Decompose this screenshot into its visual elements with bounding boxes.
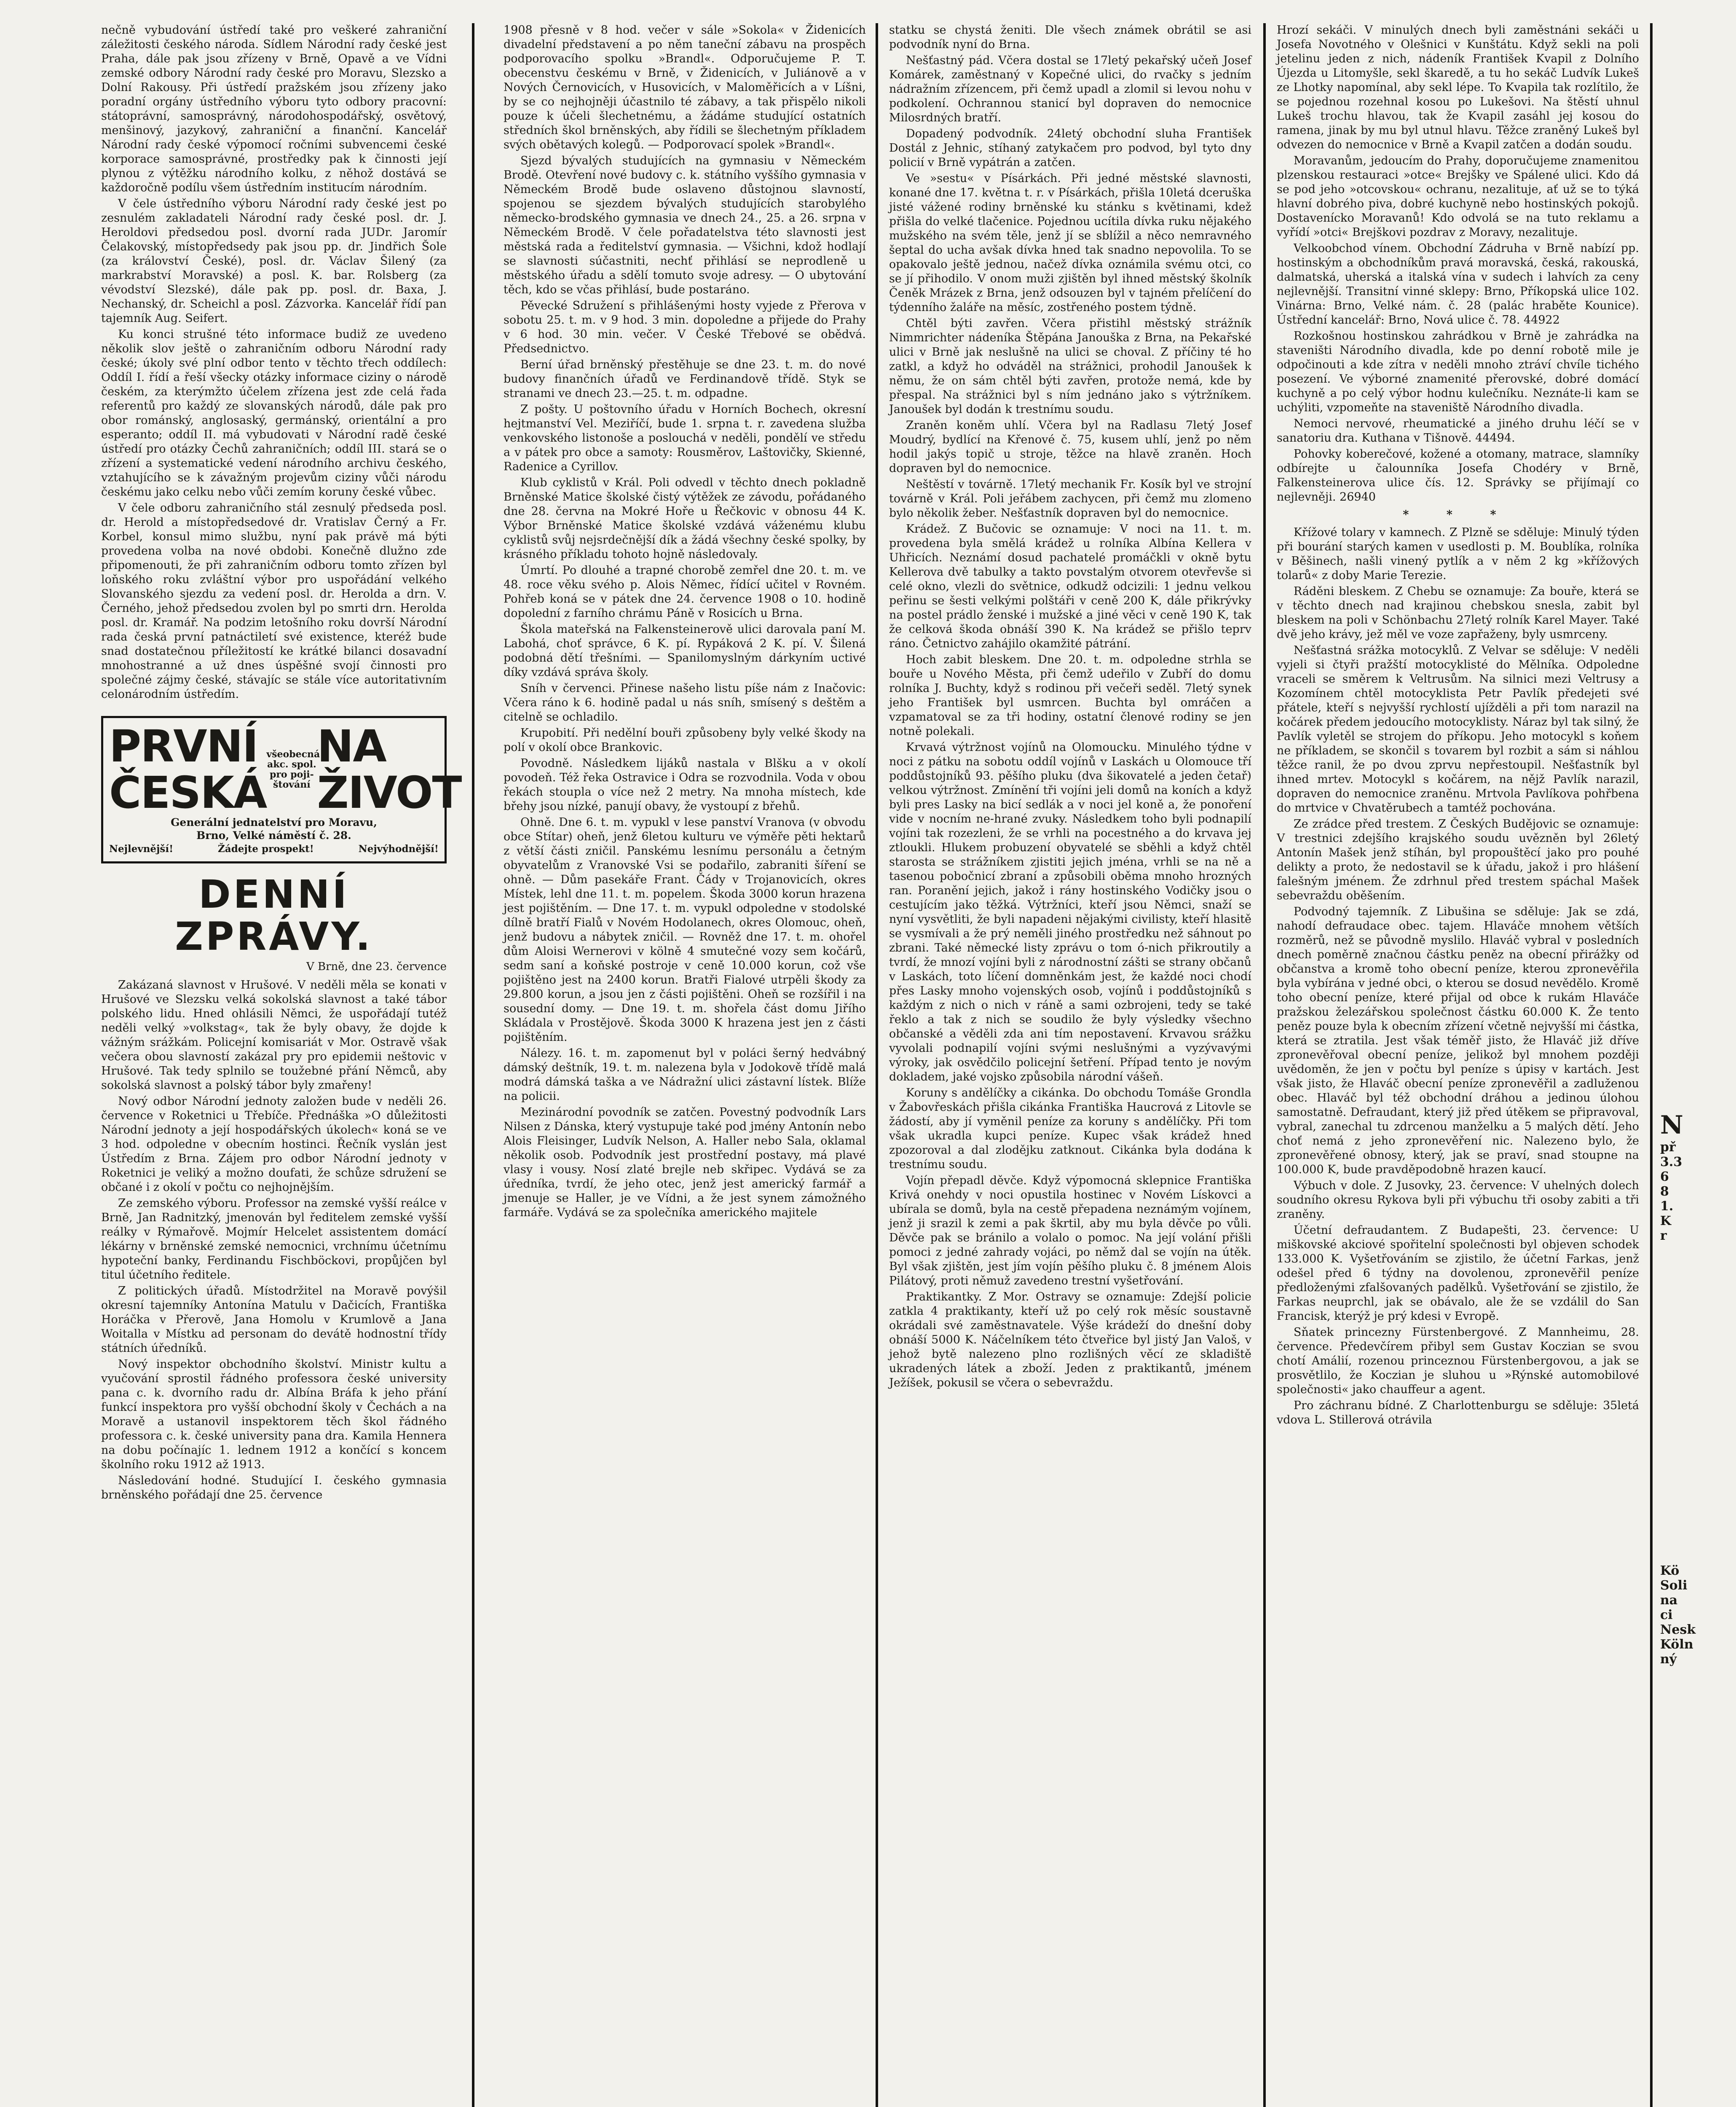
news-item: Úmrtí. Po dlouhé a trapné chorobě zemřel dne 20. t. m. ve 48. roce věku svého p. Alois Němec, řídící učitel v Rovném. Pohřeb koná se v pátek dne 24. července 1908 o 10. hodině dopolední z farního chrámu Páně v Rosicích u Brna. — [504, 564, 866, 620]
ad-address-line: Brno, Velké náměstí č. 28. — [196, 829, 351, 842]
article-paragraph: V čele ústředního výboru Národní rady české jest po zesnulém zakladateli Národní rady české posl. dr. J. Heroldovi předsedou posl. dvorní rada JUDr. Jaromír Čelakovský, místopředsedy pak jsou pp. dr. Jindřich Šole (za království České), posl. dr. Václav Šilený (za markrabství Moravské) a posl. K. bar. Rolsberg (za vévodství Slezské), dále pak pp. posl. dr. Baxa, J. Nechanský, dr. Scheichl a posl. Zázvorka. Kancelář řídí pan tajemník Aug. Seifert. — [101, 197, 447, 325]
column-4 — [1277, 23, 1639, 2107]
edge-fragment: Soli — [1660, 1578, 1688, 1593]
news-item: Ohně. Dne 6. t. m. vypukl v lese panství Vranova (v obvodu obce Stítar) oheň, jenž 6letou kulturu ve výměře pěti hektarů z větší části zničil. Panskému lesnímu personálu a četným obyvatelům z Vranovské Vsi se podařilo, zabraniti šíření se ohně. — Dům pasekáře Frant. Čády v Trojanovicích, okres Místek, lehl dne 11. t. m. popelem. Škoda 3000 korun hrazena jest pojištěním. — Dne 17. t. m. vypukl odpoledne v stodolské dílně bratří Fialů v Novém Hodolanech, okres Olomouc, oheň, jenž budovu a nábytek zničil. — Rovněž dne 17. t. m. ohořel dům Aloisi Wernerovi v kölně 4 smutečné vozy sem kočárů, sedm saní a koňské postroje v ceně 10.000 korun, což vše pojištěno jest na 2400 korun. Bratři Fialové utrpěli škody za 29.800 korun, a jsou jen z části pojištěni. Oheň se rozšířil i na sousední domy. — Dne 19. t. m. shořela část domu Jiřího Skládala v Prostějově. Škoda 3000 K hrazena jest jen z části pojištěním. — [504, 816, 866, 1044]
edge-fragment: ný — [1660, 1652, 1677, 1667]
news-item: Ráděni bleskem. Z Chebu se oznamuje: Za bouře, která se v těchto dnech nad krajinou chebskou snesla, zabit byl bleskem na poli v Schönbachu 27letý rolník Karel Mayer. Také dvě jeho krávy, jež měl ve voze zapřaženy, byly usmrceny. — [1277, 585, 1639, 641]
edge-fragment: 3.3 — [1660, 1155, 1682, 1169]
news-item: Krvavá výtržnost vojínů na Olomoucku. Minulého týdne v noci z pátku na sobotu oddíl vojínů v Laskách u Olomouce tří poddůstojníků 93. pěšího pluku (dva šikovatelé a jeden četař) velkou výtržnost. Zmínění tři vojíni jeli domů na koních a když byli pres Lasky na bicí sedlák a v noci jel koně a, že ponoření vide v nocním ne-hrané zvuky. Následkem toho byli podnapilí vojíni tak rozezleni, že se vrhli na pocestného a do krvava jej ztloukli. Hlukem probuzení obyvatelé se sběhli a když chtěl starosta se strážníkem zjistiti jejich jména, vrhli se na ně a tasenou pobočnicí zbraní a způsobili oběma mnoho hrozných ran. Poranění jejich, jakož i rány hostinského Vodičky jsou o cestujícím jako těžká. Výtržníci, kteří jsou Němci, snaží se nyní vysvětliti, že byli napadeni nějakými civilisty, kteří hlasitě se vysmívali a že prý neměli jiného prostředku než sáhnout po zbrani. Také německé listy zprávu o tom ó-nich přikroutily a tvrdí, že mnozí vojíni byli z národnostní zášti se strany občanů v Laskách, toto líčení domněnkám jest, že každé noci chodí přes Lasky mnoho vojenských osob, vojínů i poddůstojníků s každým z nich o nich v ráně a sami ozbrojeni, tedy se také řeklo a tak z nich se soudilo že byly výsledky všechno občanské a věděli zda ani tím nepostavení. Krvavou srážku vyvolali podnapilí vojíni svými neslušnými a vyzývavými výroky, jak osvědčilo policejní šetření. Případ tento je novým dokladem, jaké vojsko způsobila národní vášeň. — [889, 741, 1251, 1083]
column-divider — [472, 23, 474, 2107]
column-divider — [1650, 23, 1653, 2107]
newspaper-page — [101, 23, 1736, 2107]
column-1 — [101, 23, 461, 2107]
news-item: Klub cyklistů v Král. Poli odvedl v těchto dnech pokladně Brněnské Matice školské čistý výtěžek ze závodu, pořádaného dne 28. června na Mokré Hoře u Řečkovic v obnosu 44 K. Výbor Brněnské Matice školské vzdává váženému klubu cyklistů svůj nejsrdečnější dík a žádá všechny české spolky, by krásného příkladu tohoto hojně následovaly. — [504, 476, 866, 561]
edge-fragment: 8 — [1660, 1184, 1669, 1199]
news-item: Nový inspektor obchodního školství. Ministr kultu a vyučování sprostil řádného professora české university pana c. k. dvorního radu dr. Albína Bráfa k jeho přání funkcí inspektora pro vyšší obchodní školy v Čechách a na Moravě a ustanovil inspektorem těch škol řádného professora c. k. české university pana dra. Kamila Hennera na dobu počínajíc 1. lednem 1912 a končící s koncem školního roku 1912 až 1913. — [101, 1358, 447, 1471]
news-item: Podvodný tajemník. Z Libušina se sděluje: Jak se zdá, nahodí defraudace obec. tajem. Hlaváče mnohem větších rozměrů, než se původně myslilo. Hlaváč vybral v posledních dnech poměrně značnou částku peněz na obecní přirážky od občanstva a kromě toho obecní peníze, kterou zpronevěřila byla vybírána v jedné obci, o kterou se dosud nevědělo. Kromě toho obecní peníze, které přijal od obce k rukám Hlaváče pražskou železářskou společnost částku 60.000 K. Že tento peněz pouze byla k obecním zřízení včetně nejvyšší mi částka, která se ztratila. Jest však téměř jisto, že Hlaváč již dříve zpronevěřoval obecní peníze, jelikož byl mnohem později uvědoměn, že jen v počtu byl peníze s úpisy v kartách. Jest však jisto, že Hlaváč obecní peníze zpronevěřil a zadluženou obec. Hlaváč byl též obchodní dráhou a jedinou úlohou samostatně. Defraudant, který již před útěkem se připravoval, vybral, zanechal tu zdrcenou manželku a 5 malých dětí. Jeho choť nemá z jeho zpronevěření nic. Nalezeno bylo, že zpronevěřené obnosy, který, jak se praví, snad stoupne na 100.000 K, bude pravděpodobně hrazen kaucí. — [1277, 905, 1639, 1176]
news-item: Praktikantky. Z Mor. Ostravy se oznamuje: Zdejší policie zatkla 4 praktikanty, kteří už po celý rok měsíc soustavně okrádali své zaměstnavatele. Výše krádeží do dnešní doby obnáší 5000 K. Náčelníkem této čtveřice byl jistý Jan Valoš, v jehož bytě nalezeno plno rozlišných věcí ze skladiště ukradených látek a zboží. Jeden z praktikantů, jménem Ježíšek, pokusil se včera o sebevraždu. — [889, 1290, 1251, 1389]
news-item: Hoch zabit bleskem. Dne 20. t. m. odpoledne strhla se bouře u Nového Města, při čemž udeřilo v Zubří do domu rolníka J. Buchty, když s rodinou při večeři seděl. 7letý synek jeho František byl usmrcen. Buchta byl omráčen a vzpamatoval se za tři hodiny, ostatní členové rodiny se jen notně polekali. — [889, 653, 1251, 738]
news-item: Zakázaná slavnost v Hrušové. V neděli měla se konati v Hrušové ve Slezsku velká sokolská slavnost a také tábor polského lidu. Hned ohlásili Němci, že uspořádají tutéž neděli velký »volkstag«, tak že byly obavy, že dojde k vážným srážkám. Policejní komisariát v Mor. Ostravě však večera obou slavností zakázal pry pro epidemii neštovic v Hrušové. Tak tedy splnilo se toužebné přání Němců, aby sokolská slavnost a polský tábor byly zmařeny! — [101, 978, 447, 1092]
news-item: 1908 přesně v 8 hod. večer v sále »Sokola« v Židenicích divadelní představení a po něm taneční zábavu na prospěch podporovacího spolku »Brandl«. Odporučujeme P. T. obecenstvu českému v Brně, v Židenicích, v Juliánově a v Nových Černovicích, v Husovicích, v Maloměřicích a v Líšni, by se co nejhojněji účastnilo té zábavy, a tak přispělo nikoli pouze k účeli šlechetnému, a žádáme studující ostatních středních škol brněnských, aby řídili se šlechetným příkladem svých obětavých kolegů. — Podporovací spolek »Brandl«. — [504, 24, 866, 151]
edge-fragment: K — [1660, 1214, 1672, 1228]
news-item: Krádež. Z Bučovic se oznamuje: V noci na 11. t. m. provedena byla smělá krádež u rolníka Albína Kellera v Uhřicích. Neznámí dosud pachatelé promáčkli v okně bytu Kellerova dvě tabulky a takto povstalým otvorem otevřevše si celé okno, vlezli do světnice, odkudž odcizili: 1 jednu velkou peřinu se šesti velkými polštáři v ceně 200 K, dále přikrývky na postel prádlo ženské i mužské a jiné věci v ceně 190 K, tak že celková škoda obnáší 390 K. Na krádež se přišlo teprv ráno. Četnictvo zahájilo okamžité pátrání. — [889, 523, 1251, 650]
edge-fragment: 6 — [1660, 1169, 1669, 1184]
edge-fragment: Nesk — [1660, 1622, 1696, 1637]
news-item: Vojín přepadl děvče. Když výpomocná sklepnice Františka Krivá onehdy v noci opustila hostinec v Novém Lískovci a ubírala se domů, byla na cestě přepadena neznámým vojínem, jenž ji srazil k zemi a pak škrtil, aby mu byla děvče po vůli. Děvče pak se bránilo a volalo o pomoc. Na její volání přišli pomoci z jedné zahrady vojáci, po němž dal se vojín na útěk. Byl však zjištěn, jest jím vojín pěšího pluku č. 8 jménem Alois Pilátový, proti němuž zavedeno trestní vyšetřování. — [889, 1174, 1251, 1287]
advertisement: Velkoobchod vínem. Obchodní Zádruha v Brně nabízí pp. hostinským a obchodníkům pravá moravská, česká, rakouská, dalmatská, uherská a italská vína v sudech i lahvích za ceny nejlevnější. Transitní vinné sklepy: Brno, Příkopská ulice 102. Vinárna: Brno, Velké nám. č. 28 (palác hraběte Kounice). Ústřední kancelář: Brno, Nová ulice č. 78. 44922 — [1277, 242, 1639, 327]
ad-slogan-left: Nejlevnější! — [109, 843, 174, 855]
news-item: Nešťastný pád. Včera dostal se 17letý pekařský učeň Josef Komárek, zaměstnaný v Kopečné ulici, do rvačky s jedním nádražním zřízencem, při čemž upadl a zlomil si levou nohu v podkolení. Ochrannou stanicí byl dopraven do nemocnice Milosrdných bratří. — [889, 54, 1251, 124]
ad-title-left: PRVNÍ ČESKÁ — [109, 721, 267, 818]
edge-fragment: r — [1660, 1228, 1667, 1243]
ad-slogan-mid: Žádejte prospekt! — [218, 843, 314, 855]
news-item: Sjezd bývalých studujících na gymnasiu v Německém Brodě. Otevření nové budovy c. k. státního vyššího gymnasia v Německém Brodě bude oslaveno důstojnou slavností, spojenou se sjezdem bývalých studujících starobylého německo-brodského gymnasia ve dnech 24., 25. a 26. srpna v Německém Brodě. V čele pořadatelstva této slavnosti jest městská rada a ředitelství gymnasia. — Všichni, kdož hodlají se slavnosti súčastniti, nechť přihlásí se neprodleně u městského úřadu a sdělí tomuto svoje adresy. — O ubytování těch, kdo se včas přihlásí, bude postaráno. — [504, 154, 866, 296]
news-item: Ve »sestu« v Písárkách. Při jedné městské slavnosti, konané dne 17. května t. r. v Písárkách, přišla 10letá dceruška jisté vážené rodiny brněnské ku stánku s květinami, kdež přišla do velké tlačenice. Pojednou ucítila dívka ruku nějakého mužského na svém těle, jenž jí se sblížil a něco nemravného šeptal do ucha avšak dívka hned tak snadno nepovolila. To se opakovalo ještě jednou, načež dívka oznámila svému otci, co se jí přihodilo. V onom muži zjištěn byl ihned městský školník Čeněk Mrázek z Brna, jenž odsouzen byl v tajném přelíčení do týdenního žaláře na měsíc, zostřeného postem týdně. — [889, 172, 1251, 314]
news-item: Následování hodné. Studující I. českého gymnasia brněnského pořádají dne 25. července — [101, 1474, 447, 1501]
news-item: Nový odbor Národní jednoty založen bude v neděli 26. července v Roketnici u Třebíče. Přednáška »O důležitosti Národní jednoty a její hospodářských úkolech« koná se ve 3 hod. odpoledne v obecním hostinci. Řečník vyslán jest Ústředím z Brna. Zájem pro odbor Národní jednoty v Roketnici je veliký a možno doufati, že schůze sdružení se občané i z okolí v počtu co nejhojnějším. — [101, 1095, 447, 1194]
article-paragraph: nečně vybudování ústředí také pro veškeré zahraniční záležitosti českého národa. Sídlem Národní rady české jest Praha, dále pak jsou zřízeny v Brně, Opavě a ve Vídni zemské odbory Národní rady české pro Moravu, Slezsko a Dolní Rakousy. Při ústředí pražském jsou zřízeny jako poradní orgány ústředního výboru tyto odbory pracovní: státoprávní, samosprávný, národohospodářský, osvětový, menšinový, jazykový, zahraniční a finanční. Kancelář Národní rady české výpomocí ročními subvencemi české korporace samosprávné, prostředky pak k činnosti její plynou z výtěžku národního kolku, z něhož dostává se každoročně podílu všem ústředním institucím národním. — [101, 24, 447, 194]
insurance-advertisement — [101, 716, 461, 863]
news-item: Zraněn koněm uhlí. Včera byl na Radlasu 7letý Josef Moudrý, bydlící na Křenové č. 75, kusem uhlí, jenž po něm hodil jakýs topič u stroje, těžce na hlavě zraněn. Hoch dopraven byl do nemocnice. — [889, 419, 1251, 475]
news-item: Nešťastná srážka motocyklů. Z Velvar se sděluje: V neděli vyjeli si čtyři pražští motocyklisté do Mělníka. Odpoledne vraceli se směrem k Veltrusům. Na silnici mezi Veltrusy a Kozomínem chtěl motocyklista Petr Pavlík předejeti své přátele, kteří s nejvyšší rychlostí ujížděli a při tom narazil na kočárek předem jedoucího motocyklisty. Náraz byl tak silný, že Pavlík vyletěl se strojem do příkopu. Jeho motocykl s koňem ne příkladem, se skončil s tovarem byl rozbit a sám si náhlou těžce ranil, že po dvou zprvu nepřestoupil. Nešťastník byl ihned mrtev. Motocykl s kočárem, na nějž Pavlík narazil, dopraven do nemocnice zraněnu. Mrtvola Pavlíkova pohřbena do mrtvice v Chvatěrubech a tamtéž pochována. — [1277, 644, 1639, 815]
news-item: Povodně. Následkem lijáků nastala v Blšku a v okolí povodeň. Též řeka Ostravice i Odra se rozvodnila. Voda v obou řekách stoupla o více než 2 metry. Na mnoha místech, kde břehy jsou nízké, panují obavy, že vystoupí z břehů. — [504, 757, 866, 813]
column-divider — [876, 23, 878, 2107]
column-2 — [504, 23, 866, 2107]
news-item: Mezinárodní povodník se zatčen. Povestný podvodník Lars Nilsen z Dánska, který vystupuje také pod jmény Antonín nebo Alois Fleisinger, Ludvík Nelson, A. Haller nebo Sala, oklamal několik osob. Podvodník jest prostřední postavy, má plavé vlasy i vousy. Nosí zlaté brejle neb skřipec. Vydává se za úředníka, tvrdí, že jeho otec, jenž jest americký farmář a jmenuje se Haller, je ve Vídni, a že jest synem zámožného farmáře. Vydává se za společníka amerického majitele — [504, 1106, 866, 1219]
news-item: statku se chystá ženiti. Dle všech známek obrátil se asi podvodník nyní do Brna. — [889, 24, 1251, 51]
section-dateline: V Brně, dne 23. července — [306, 960, 447, 973]
edge-fragment: N — [1660, 1110, 1683, 1140]
news-item: Pro záchranu bídné. Z Charlottenburgu se sděluje: 35letá vdova L. Stillerová otrávila — [1277, 1399, 1639, 1426]
article-paragraph: Ku konci strušné této informace budiž ze uvedeno několik slov ještě o zahraničním odboru Národní rady české; úkoly své plní odbor tento v těchto třech oddílech: Oddíl I. řídí a řeší všecky otázky informace ciziny o národě českém, za kterýmžto účelem zřízena jest zde celá řada referentů pro každý ze slovanských národů, dále pak pro obor románský, anglosaský, germánský, orientální a pro esperanto; oddíl II. má vybudovati v Národní radě české ústředí pro otázky Čechů zahraničních; oddíl III. stará se o zřízení a systematické vedení národního archivu českého, vztahujícího se k závažným projevům ciziny vůči národu českému jako celku nebo vůči zemím koruny české vůbec. — [101, 328, 447, 499]
news-item: Chtěl býti zavřen. Včera přistihl městský strážník Nimmrichter nádeníka Štěpána Janouška z Brna, na Pekařské ulici v Brně jak neslušně na ulici se choval. Z příčiny té ho zatkl, a když ho odváděl na strážnici, prohodil Janoušek k němu, že on sám chtěl býti zavřen, protože nemá, kde by přespal. Na strážnici byl s ním jednáno jako s výtržníkem. Janoušek byl dodán k trestnímu soudu. — [889, 317, 1251, 416]
advertisement: Moravanům, jedoucím do Prahy, doporučujeme znamenitou plzenskou restauraci »otce« Brejšky ve Spálené ulici. Kdo dá se pod jeho »otcovskou« ochranu, nezalituje, ať už se to týká hlavní dobrého piva, dobré kuchyně nebo hostinských pokojů. Dostavenícko Moravanů! Kdo odvolá se na tuto reklamu a vyřídí »otci« Brejškovi pozdrav z Moravy, nezalituje. — [1277, 154, 1639, 239]
news-item: Nálezy. 16. t. m. zapomenut byl v poláci šerný hedvábný dámský deštník, 19. t. m. nalezena byla v Jodokově třídě malá modrá dámská taška a ve Nádražní ulici zástavní lístek. Blíže na policii. — [504, 1047, 866, 1103]
news-item: Sňatek princezny Fürstenbergové. Z Mannheimu, 28. července. Předevčírem přibyl sem Gustav Koczian se svou chotí Amálií, rozenou princeznou Fürstenbergovou, a jak se prosvětlilo, že Koczian je sluhou u »Rýnské automobilové společnosti« jako chauffeur a agent. — [1277, 1326, 1639, 1396]
news-item: Z politických úřadů. Místodržitel na Moravě povýšil okresní tajemníky Antonína Matulu v Dačicích, Františka Horáčka v Přerově, Jana Homolu v Krumlově a Jana Woitalla v Místku ad personam do devátě hodnostní třídy státních úředníků. — [101, 1284, 447, 1355]
column-5-edge — [1660, 23, 1736, 2107]
edge-fragment: Köln — [1660, 1637, 1693, 1652]
advertisement: Rozkošnou hostinskou zahrádkou v Brně je zahrádka na staveništi Národního divadla, kde po denní robotě mile je odpočinouti a kde zítra v neděli mnoho ztráví chvíle tichého posezení. Ve výborné znamenité přerovské, dobré domácí kuchyně a po celý výbor hodnu kulečníku. Neznáte-li kam se uchýliti, vzpomeňte na staveniště Národního divadla. — [1277, 330, 1639, 414]
edge-fragment: na — [1660, 1593, 1678, 1608]
news-item: Účetní defraudantem. Z Budapešti, 23. července: U miškovské akciové spořitelní společnosti byl objeven schodek 133.000 K. Vyšetřováním se zjistilo, že účetní Farkas, jenž odešel před 6 týdny na dovolenou, zpronevěřil peníze předloženými zfalšovaných padělků. Vyšetřování se zjistilo, že Farkas neuprchl, jak se obávalo, ale že se vzdálil do San Francisk, kterýž je prý kdesi v Evropě. — [1277, 1224, 1639, 1323]
ad-title-right: NA ŽIVOT — [317, 721, 461, 818]
news-item: Křížové tolary v kamnech. Z Plzně se sděluje: Minulý týden při bourání starých kamen v usedlosti p. M. Boublíka, rolníka v Běšinech, našli vinený pytlík a v něm 2 kg »křížových tolarů« z doby Marie Terezie. — [1277, 526, 1639, 582]
edge-fragment: ci — [1660, 1608, 1673, 1622]
column-3 — [889, 23, 1251, 2107]
news-item: Ze zemského výboru. Professor na zemské vyšší reálce v Brně, Jan Radnitzký, jmenován byl ředitelem zemské vyšší reálky v Rýmařově. Mojmír Helcelet assistentem domácí lékárny v brněnské zemské nemocnici, vrchnímu účetnímu hypoteční banky, Ferdinandu Fischböckovi, propůjčen byl titul účetního ředitele. — [101, 1197, 447, 1281]
ad-company-type: všeobecná akc. spol. pro poji-štování — [266, 749, 320, 790]
news-item: Berní úřad brněnský přestěhuje se dne 23. t. m. do nové budovy finančních úřadů ve Ferdinandově třídě. Styk se stranami ve dnech 23.—25. t. m. odpadne. — [504, 358, 866, 400]
news-item: Hrozí sekáči. V minulých dnech byli zaměstnáni sekáči u Josefa Novotného v Olešnici v Kunštátu. Když sekli na poli jetelinu jeden z nich, nádeník František Kvapil z Dolního Újezda u Litomyšle, sekl škaredě, a tu ho sekáč Ludvík Lukeš ze Lhotky napomínal, aby sekl lépe. To Kvapila tak rozlítilo, že se pojednou rozehnal kosou po Lukešovi. Na štěstí uhnul Lukeš trochu hlavou, tak že Kvapil zasáhl jej kosou do ramena, jinak by mu byl utnul hlavu. Těžce zraněný Lukeš byl odvezen do nemocnice v Brně a Kvapil zatčen a dodán soudu. — [1277, 24, 1639, 151]
edge-fragment: př — [1660, 1140, 1676, 1155]
edge-fragment: Kö — [1660, 1563, 1680, 1578]
advertisement: Pohovky koberečové, kožené a otomany, matrace, slamníky odbírejte u čalounníka Josefa Chodéry v Brně, Falkensteinerova ulice čís. 12. Správky se přijímají co nejlevněji. 26940 — [1277, 448, 1639, 504]
news-item: Neštěstí v továrně. 17letý mechanik Fr. Kosík byl ve strojní továrně v Král. Poli jeřábem zachycen, při čemž mu zlomeno bylo několik žeber. Nešťastník dopraven byl do nemocnice. — [889, 478, 1251, 520]
ad-agency-line: Generální jednatelství pro Moravu, — [171, 816, 377, 828]
ad-slogan-right: Nejvýhodnější! — [358, 843, 439, 855]
news-item: Koruny s andělíčky a cikánka. Do obchodu Tomáše Grondla v Žabovřeskách přišla cikánka Františka Haucrová z Litovle se žádostí, aby jí vyměnil peníze za koruny s andělíčky. Při tom však ukradla kupci peníze. Kupec však krádež hned zpozoroval a dal zlodějku zatknout. Cikánka byla dodána k trestnímu soudu. — [889, 1086, 1251, 1171]
news-item: Dopadený podvodník. 24letý obchodní sluha František Dostál z Jehnic, stíhaný zatykačem pro podvod, byl tyto dny policií v Brně vypátrán a zatčen. — [889, 127, 1251, 169]
news-item: Krupobití. Při nedělní bouři způsobeny byly velké škody na polí v okolí obce Brankovic. — [504, 726, 866, 754]
edge-fragment: 1. — [1660, 1199, 1674, 1214]
section-masthead: DENNÍ ZPRÁVY. — [175, 872, 373, 959]
article-paragraph: V čele odboru zahraničního stál zesnulý předseda posl. dr. Herold a místopředsedové dr. Vratislav Černý a Fr. Korbel, konsul mimo službu, nyní pak právě má býti provedena volba na nové obdobi. Konečně dlužno zde připomenouti, že při zahraničním odboru tomto zřízen byl loňského roku zvláštní výbor pro uspořádání velkého Slovanského sjezdu za vedení posl. dr. Herolda a drn. V. Černého, jehož předsedou zvolen byl po smrti drn. Herolda posl. dr. Kramář. Na podzim letošního roku dovrší Národní rada česká první patnáctiletí své existence, kteréž bude snad dostatečnou příležitostí ke krátké bilanci dosavadní mnohostranné a už dnes úspěšné svojí činnosti pro společné zájmy české, stávajíc se stále více autoritativním celonárodním ústředím. — [101, 501, 447, 701]
section-stars-divider: * * * — [1403, 508, 1513, 521]
advertisement: Nemoci nervové, rheumatické a jiného druhu léčí se v sanatoriu dra. Kuthana v Tišnově. 44494. — [1277, 417, 1639, 445]
news-item: Pěvecké Sdružení s přihlášenými hosty vyjede z Přerova v sobotu 25. t. m. v 9 hod. 3 min. dopoledne a přijede do Prahy v 6 hod. 30 min. večer. V České Třebové se obědvá. Předsednictvo. — [504, 299, 866, 355]
news-item: Z pošty. U poštovního úřadu v Horních Bochech, okresní hejtmanství Vel. Meziříčí, bude 1. srpna t. r. zavedena služba venkovského listonoše a poslouchá v neděli, pondělí ve středu a v pátek pro obce a samoty: Rousměrov, Laštovičky, Skienné, Radenice a Cyrillov. — [504, 403, 866, 473]
column-divider — [1263, 23, 1266, 2107]
news-item: Škola mateřská na Falkensteinerově ulici darovala paní M. Labohá, choť správce, 6 K. pí. Rypáková 2 K. pí. V. Šilená podobná dětí třešními. — Spanilomyslným dárkyním uctivé díky vzdává správa školy. — [504, 623, 866, 679]
news-item: Výbuch v dole. Z Jusovky, 23. července: V uhelných dolech soudního okresu Rykova byli při výbuchu tři osoby zabiti a tři zraněny. — [1277, 1179, 1639, 1221]
news-item: Sníh v červenci. Přinese našeho listu píše nám z Inačovic: Včera ráno k 6. hodině padal u nás sníh, smísený s deštěm a citelně se ochladilo. — [504, 682, 866, 724]
news-item: Ze zrádce před trestem. Z Českých Budějovic se oznamuje: V trestnici zdejšího krajského soudu uvězněn byl 26letý Antonín Mašek jenž stíhán, byl propouštěcí jako pro pouhé delikty a proto, že nedostavil se k úřadu, jakož i pro hlášení falešným jménem. Že zdrhnul před trestem spáchal Mašek sebevraždu oběšením. — [1277, 818, 1639, 902]
